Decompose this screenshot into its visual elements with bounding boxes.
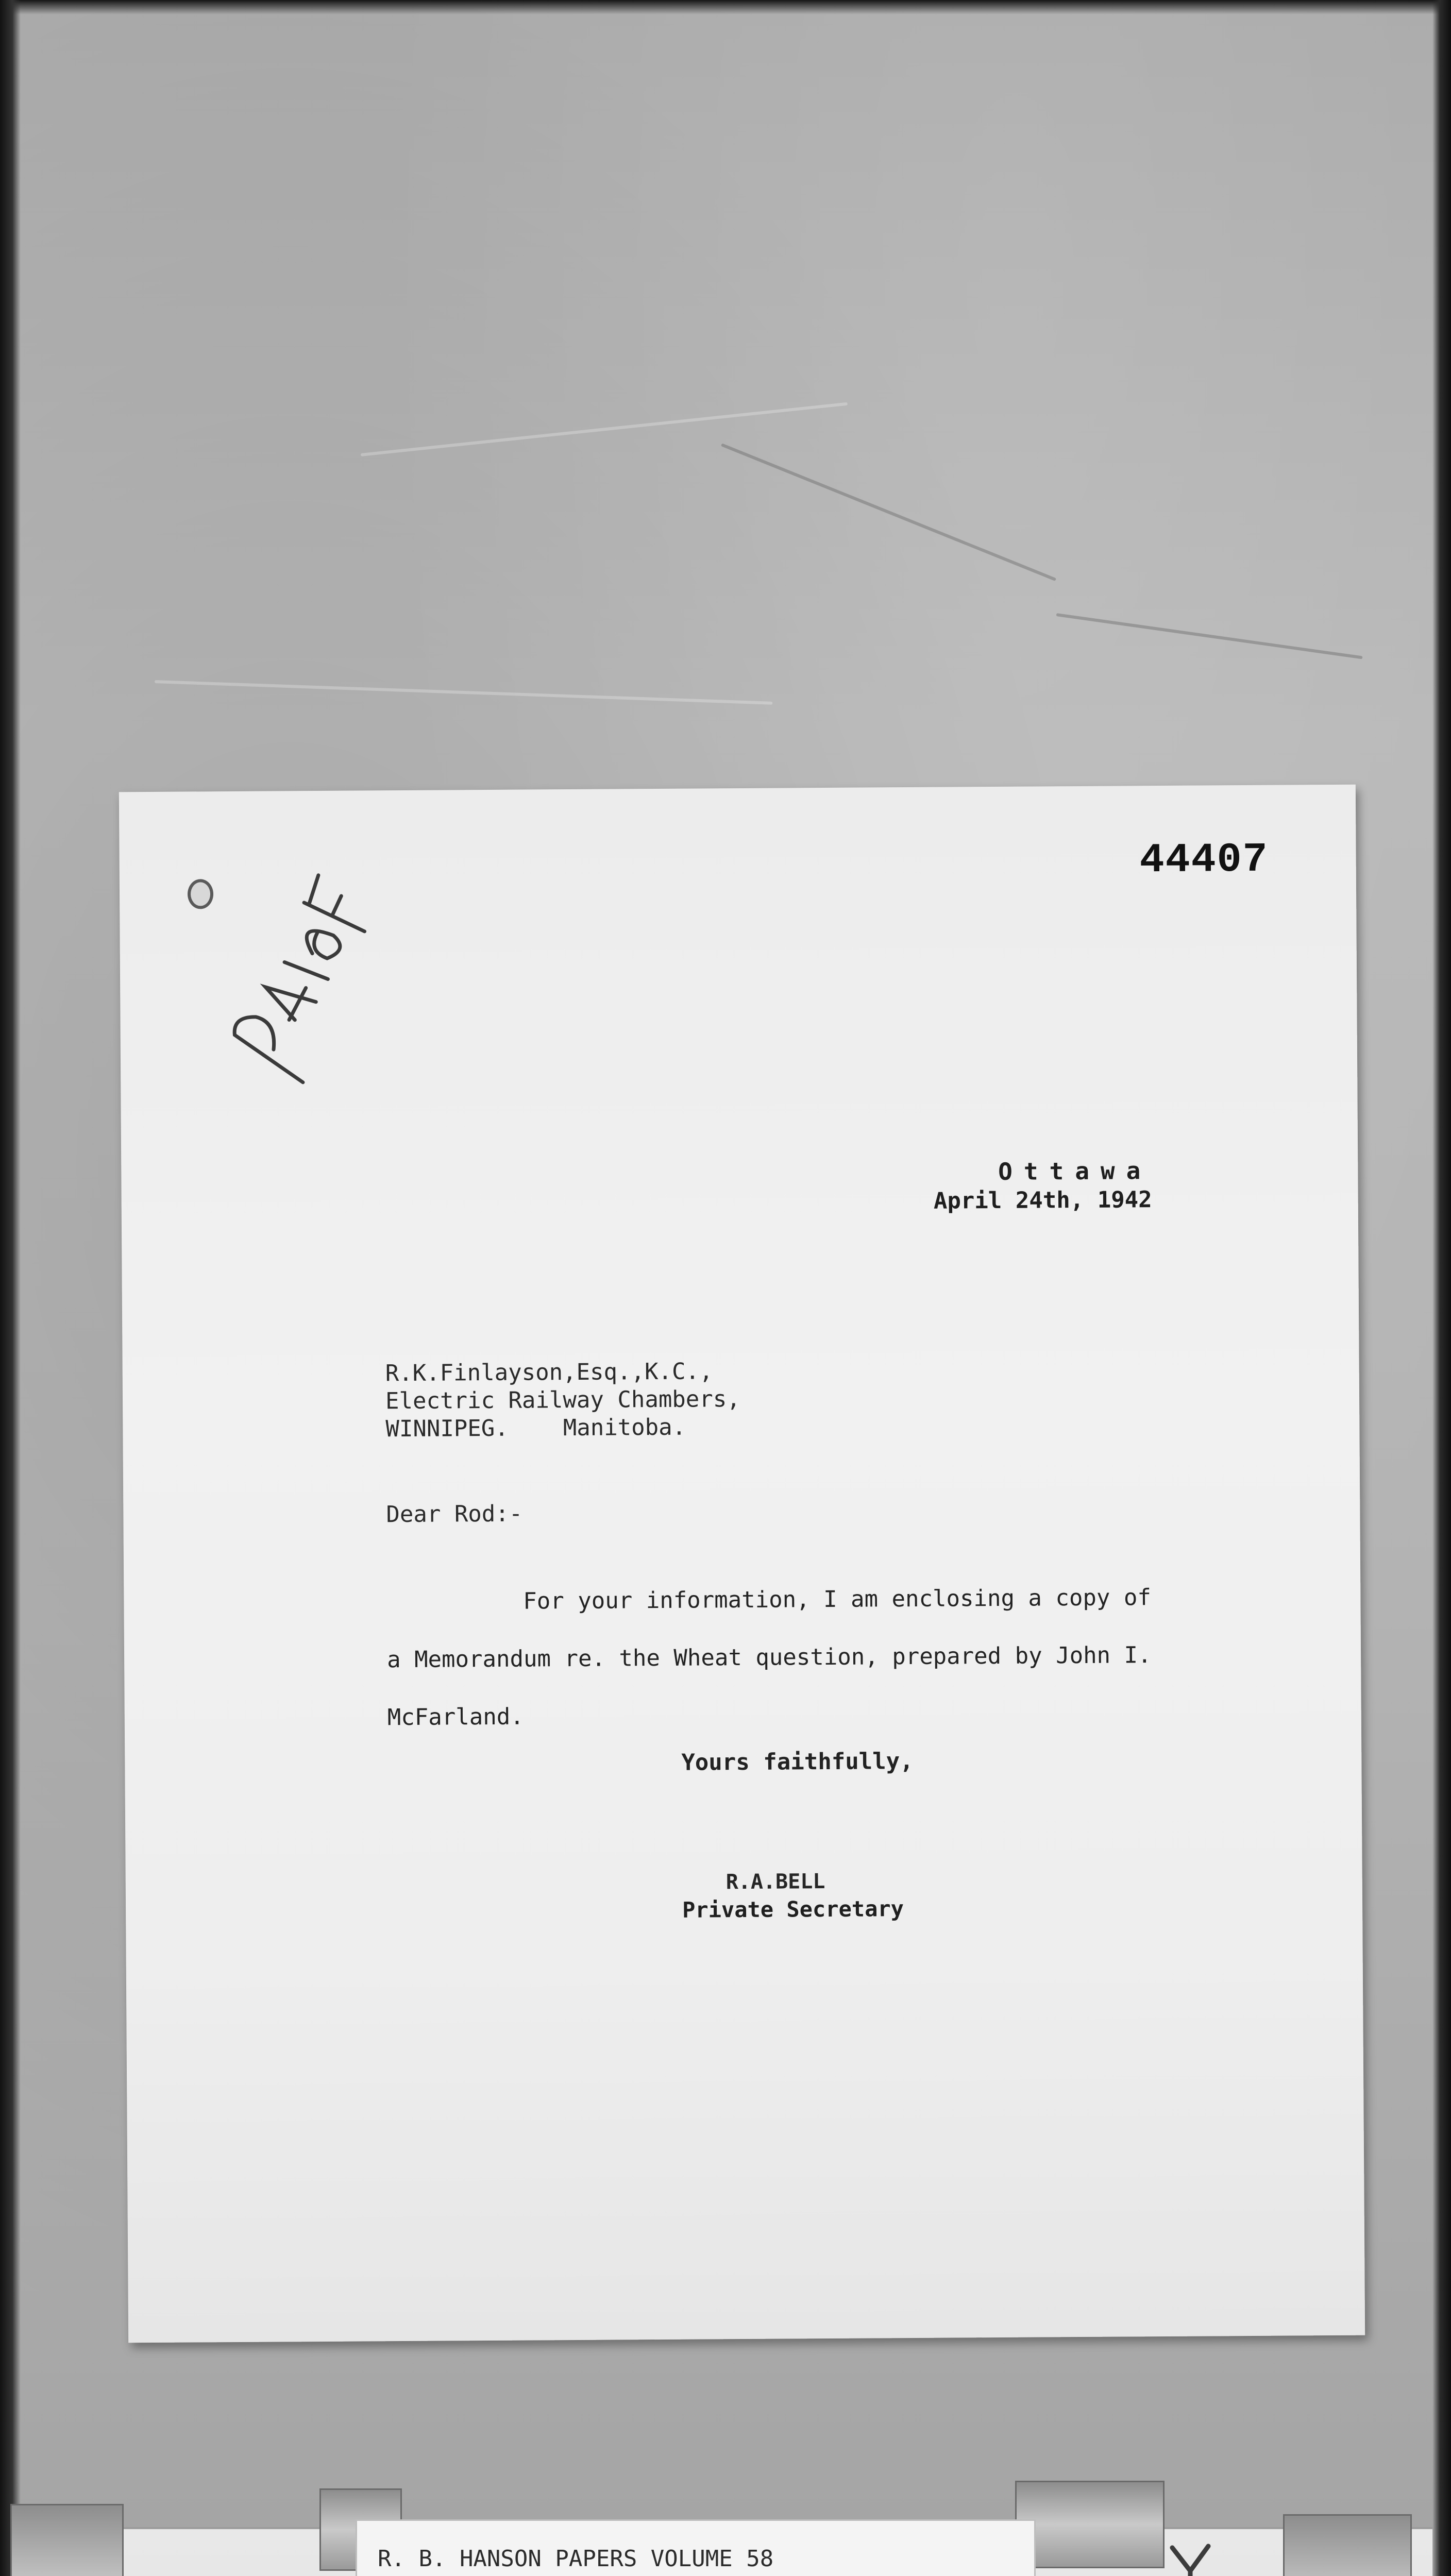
signer-title: Private Secretary	[682, 1896, 904, 1923]
salutation: Dear Rod:-	[386, 1500, 523, 1528]
pencil-mark	[1162, 2540, 1219, 2576]
signer-name: R.A.BELL	[726, 1870, 825, 1894]
handwritten-annotation-drawing	[198, 847, 435, 1110]
address-line: WINNIPEG. Manitoba.	[385, 1414, 686, 1443]
scan-top-edge	[0, 0, 1451, 14]
board-clip-center-right	[1015, 2481, 1165, 2568]
board-clip-left	[10, 2504, 124, 2576]
scan-right-edge	[1432, 0, 1451, 2576]
letter-place: Ottawa	[998, 1157, 1152, 1185]
backing-crease	[361, 402, 848, 456]
scan-left-edge	[0, 0, 21, 2576]
letter-date: April 24th, 1942	[933, 1187, 1152, 1214]
body-line: McFarland.	[387, 1703, 524, 1731]
body-line: For your information, I am enclosing a copy of	[386, 1584, 1152, 1616]
punch-hole	[188, 879, 213, 909]
backing-crease	[721, 443, 1056, 581]
address-line: R.K.Finlayson,Esq.,K.C.,	[385, 1358, 713, 1387]
reference-number: 44407	[1139, 836, 1269, 885]
closing: Yours faithfully,	[681, 1748, 914, 1776]
address-line: Electric Railway Chambers,	[385, 1386, 740, 1415]
body-line: a Memorandum re. the Wheat question, prepared by John I.	[386, 1642, 1152, 1673]
volume-label-text: R. B. HANSON PAPERS VOLUME 58	[378, 2546, 774, 2572]
volume-label	[356, 2519, 1036, 2576]
backing-crease	[1056, 613, 1363, 659]
board-clip-right	[1283, 2514, 1412, 2576]
backing-crease	[155, 680, 772, 705]
handwritten-annotation	[198, 847, 435, 1110]
recipient-address	[385, 1358, 741, 1443]
letter-sheet	[119, 785, 1365, 2343]
letter-body	[386, 1568, 1212, 1747]
